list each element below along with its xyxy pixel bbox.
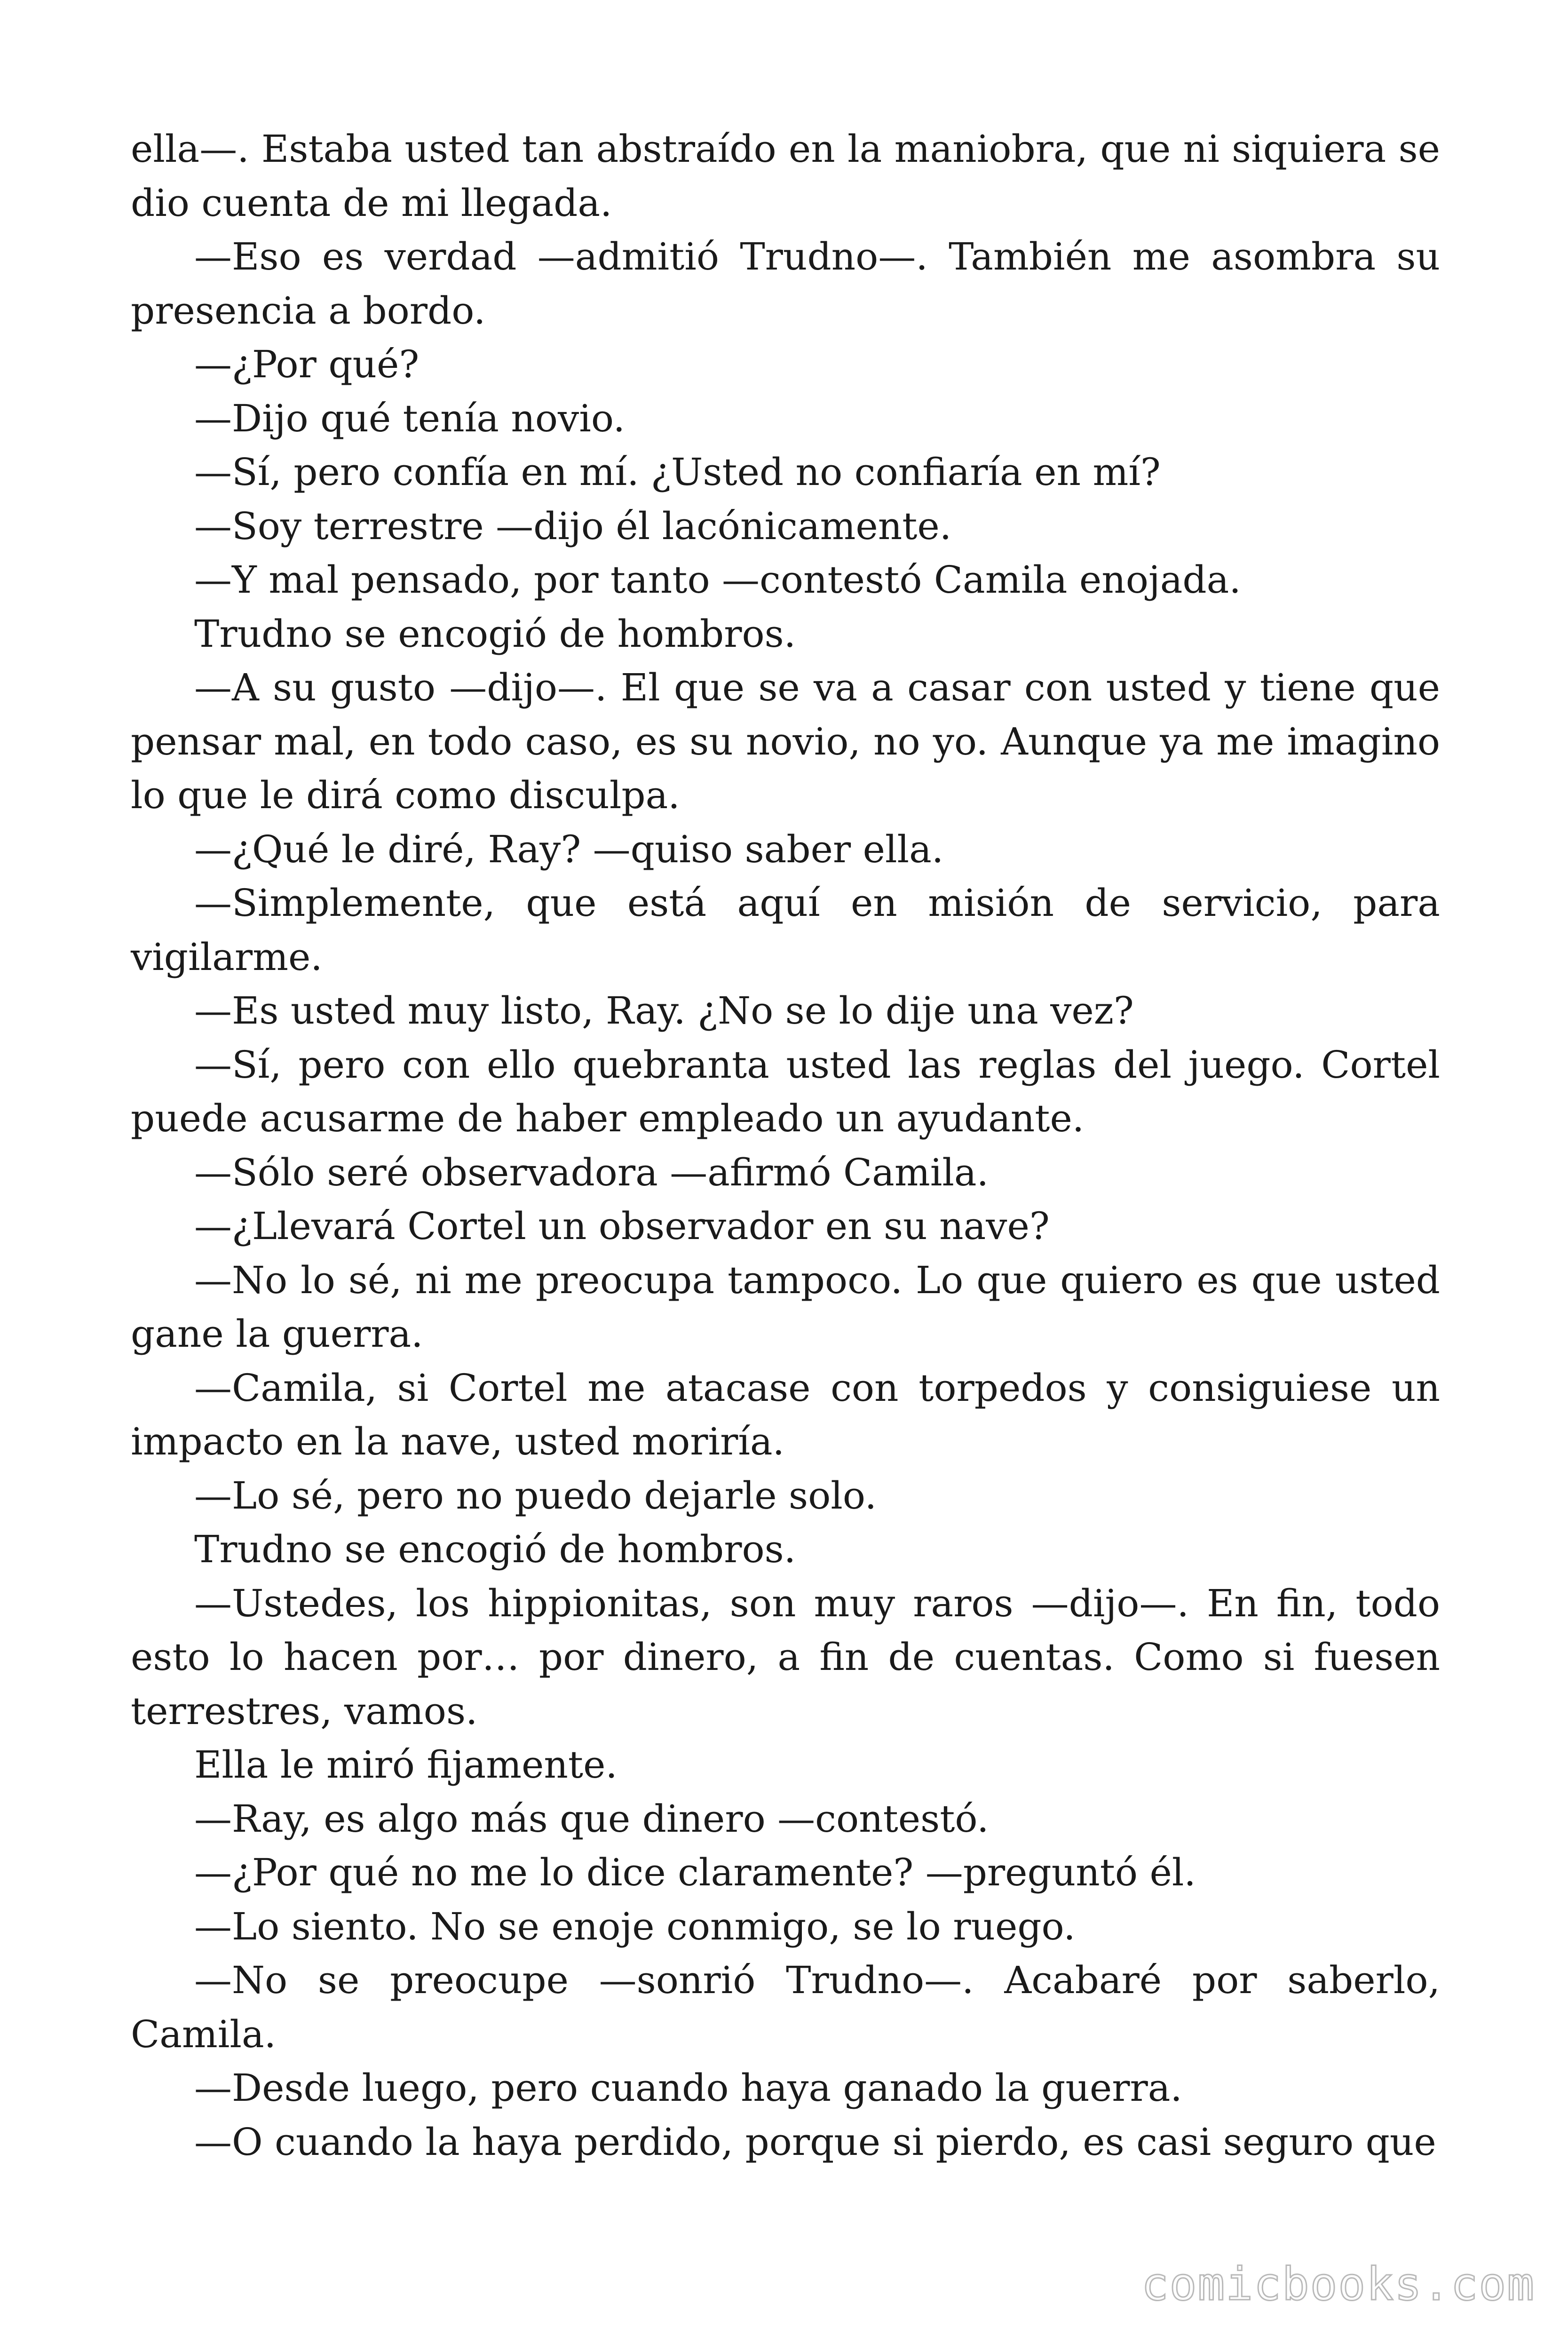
paragraph: —Lo sé, pero no puedo dejarle solo.: [194, 1473, 877, 1518]
paragraph: —O cuando la haya perdido, porque si pierdo, es casi seguro que: [194, 2120, 1436, 2164]
paragraph: —Soy terrestre —dijo él lacónicamente.: [194, 504, 952, 548]
paragraph: ella—. Estaba usted tan abstraído en la maniobra, que ni siquiera se dio cuenta de mi llegada.: [131, 127, 1440, 225]
paragraph: —Sólo seré observadora —afirmó Camila.: [194, 1150, 989, 1194]
paragraph: —¿Por qué no me lo dice claramente? —preguntó él.: [194, 1851, 1196, 1894]
paragraph: —Simplemente, que está aquí en misión de servicio, para vigilarme.: [131, 881, 1440, 979]
paragraph: —¿Qué le diré, Ray? —quiso saber ella.: [194, 827, 944, 871]
paragraph: —Eso es verdad —admitió Trudno—. También me asombra su presencia a bordo.: [131, 235, 1440, 333]
paragraph: —Sí, pero confía en mí. ¿Usted no confiaría en mí?: [194, 450, 1161, 494]
body-text: [131, 122, 1440, 2169]
paragraph: Ella le miró fijamente.: [194, 1743, 618, 1787]
paragraph: —Dijo qué tenía novio.: [194, 396, 626, 440]
paragraph: —¿Llevará Cortel un observador en su nave?: [194, 1204, 1050, 1248]
paragraph: —¿Por qué?: [194, 342, 420, 386]
paragraph: —Es usted muy listo, Ray. ¿No se lo dije una vez?: [194, 989, 1134, 1033]
watermark-logo: comicbooks.com: [1141, 2258, 1535, 2311]
paragraph: —No lo sé, ni me preocupa tampoco. Lo que quiero es que usted gane la guerra.: [131, 1258, 1440, 1356]
paragraph: —Lo siento. No se enoje conmigo, se lo ruego.: [194, 1904, 1076, 1948]
paragraph: —Camila, si Cortel me atacase con torpedos y consiguiese un impacto en la nave, usted moriría.: [131, 1366, 1440, 1463]
paragraph: —Sí, pero con ello quebranta usted las reglas del juego. Cortel puede acusarme de haber empleado un ayudante.: [131, 1042, 1440, 1140]
paragraph: Trudno se encogió de hombros.: [194, 612, 796, 656]
paragraph: Trudno se encogió de hombros.: [194, 1527, 796, 1571]
paragraph: —Desde luego, pero cuando haya ganado la guerra.: [194, 2066, 1182, 2110]
paragraph: —No se preocupe —sonrió Trudno—. Acabaré por saberlo, Camila.: [131, 1958, 1440, 2056]
paragraph: —Y mal pensado, por tanto —contestó Camila enojada.: [194, 558, 1241, 602]
paragraph: —Ray, es algo más que dinero —contestó.: [194, 1796, 989, 1841]
paragraph: —A su gusto —dijo—. El que se va a casar con usted y tiene que pensar mal, en todo caso, es su novio, no yo. Aunque ya me imagino lo que le dirá como disculpa.: [131, 666, 1440, 817]
paragraph: —Ustedes, los hippionitas, son muy raros —dijo—. En fin, todo esto lo hacen por… por dinero, a fin de cuentas. Como si fuesen terrestres, vamos.: [131, 1581, 1440, 1733]
